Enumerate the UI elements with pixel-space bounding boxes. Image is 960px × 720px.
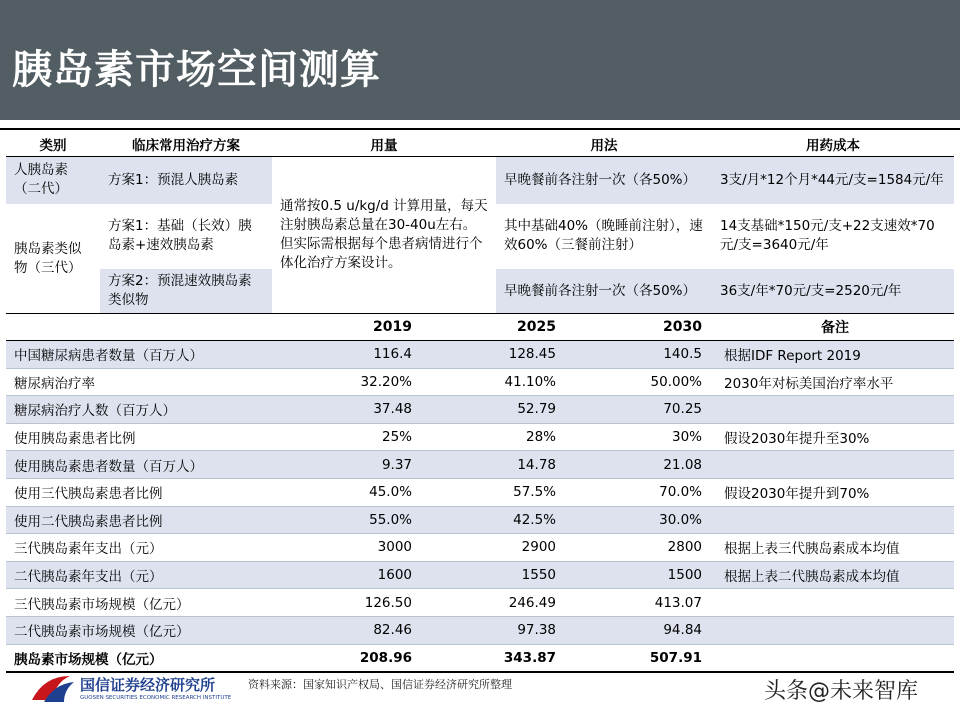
table-row (6, 341, 954, 369)
row-note (716, 644, 954, 672)
row-label: 二代胰岛素年支出（元） (6, 561, 252, 589)
table-row (6, 616, 954, 644)
value-2019: 82.46 (252, 616, 426, 644)
value-2019: 208.96 (252, 644, 426, 672)
row-note (716, 451, 954, 479)
value-2030: 50.00% (570, 368, 716, 396)
value-2030: 413.07 (570, 589, 716, 617)
value-2030: 140.5 (570, 341, 716, 369)
header-scheme: 临床常用治疗方案 (100, 131, 272, 157)
value-2019: 45.0% (252, 478, 426, 506)
header-cost: 用药成本 (712, 131, 954, 157)
header-note: 备注 (716, 314, 954, 341)
source-note: 资料来源：国家知识产权局、国信证券经济研究所整理 (248, 678, 512, 691)
row-label: 中国糖尿病患者数量（百万人） (6, 341, 252, 369)
row-note (716, 589, 954, 617)
row-note: 根据上表二代胰岛素成本均值 (716, 561, 954, 589)
row-label: 使用胰岛素患者比例 (6, 423, 252, 451)
watermark: 头条@未来智库 (764, 679, 919, 704)
row-note (716, 396, 954, 424)
category-cell: 人胰岛素（二代） (6, 157, 100, 204)
header-dosage: 用量 (272, 131, 496, 157)
row-label: 三代胰岛素年支出（元） (6, 534, 252, 562)
value-2025: 246.49 (426, 589, 570, 617)
header-category: 类别 (6, 131, 100, 157)
row-note: 根据IDF Report 2019 (716, 341, 954, 369)
table-row (6, 157, 954, 204)
header-2030: 2030 (570, 314, 716, 341)
value-2019: 126.50 (252, 589, 426, 617)
value-2025: 57.5% (426, 478, 570, 506)
treatment-table-header (6, 131, 954, 157)
value-2019: 37.48 (252, 396, 426, 424)
table-row (6, 506, 954, 534)
treatment-table (6, 131, 954, 314)
value-2025: 1550 (426, 561, 570, 589)
company-logo (30, 670, 240, 710)
table-row (6, 644, 954, 672)
row-label: 三代胰岛素市场规模（亿元） (6, 589, 252, 617)
header-2025: 2025 (426, 314, 570, 341)
header-usage: 用法 (496, 131, 712, 157)
dosage-cell: 通常按0.5 u/kg/d 计算用量，每天注射胰岛素总量在30-40u左右。但实际需根据每个患者病情进行个体化治疗方案设计。 (272, 157, 496, 314)
table-row (6, 423, 954, 451)
value-2019: 55.0% (252, 506, 426, 534)
value-2030: 1500 (570, 561, 716, 589)
usage-cell: 其中基础40%（晚睡前注射），速效60%（三餐前注射） (496, 204, 712, 269)
value-2030: 30.0% (570, 506, 716, 534)
header-2019: 2019 (252, 314, 426, 341)
value-2019: 9.37 (252, 451, 426, 479)
table-row (6, 368, 954, 396)
value-2025: 52.79 (426, 396, 570, 424)
row-note: 假设2030年提升至30% (716, 423, 954, 451)
usage-cell: 早晚餐前各注射一次（各50%） (496, 269, 712, 314)
table-row (6, 561, 954, 589)
value-2025: 97.38 (426, 616, 570, 644)
value-2019: 25% (252, 423, 426, 451)
market-table (6, 313, 954, 673)
row-note (716, 506, 954, 534)
cost-cell: 3支/月*12个月*44元/支=1584元/年 (712, 157, 954, 204)
scheme-cell: 方案2：预混速效胰岛素类似物 (100, 269, 272, 314)
logo-english-name: GUOSEN SECURITIES ECONOMIC RESEARCH INSTITUTE (80, 695, 232, 701)
row-label: 使用二代胰岛素患者比例 (6, 506, 252, 534)
cost-cell: 14支基础*150元/支+22支速效*70元/支=3640元/年 (712, 204, 954, 269)
value-2019: 116.4 (252, 341, 426, 369)
value-2019: 1600 (252, 561, 426, 589)
page-title: 胰岛素市场空间测算 (12, 47, 381, 93)
value-2019: 3000 (252, 534, 426, 562)
cost-cell: 36支/年*70元/支=2520元/年 (712, 269, 954, 314)
value-2019: 32.20% (252, 368, 426, 396)
value-2025: 42.5% (426, 506, 570, 534)
value-2025: 128.45 (426, 341, 570, 369)
title-bar (0, 0, 960, 120)
header-blank (6, 314, 252, 341)
logo-name: 国信证券经济研究所 (80, 676, 216, 694)
row-label: 糖尿病治疗率 (6, 368, 252, 396)
category-cell: 胰岛素类似物（三代） (6, 204, 100, 314)
market-table-header (6, 314, 954, 341)
value-2025: 14.78 (426, 451, 570, 479)
row-label: 使用胰岛素患者数量（百万人） (6, 451, 252, 479)
row-note: 根据上表三代胰岛素成本均值 (716, 534, 954, 562)
value-2025: 28% (426, 423, 570, 451)
usage-cell: 早晚餐前各注射一次（各50%） (496, 157, 712, 204)
value-2030: 21.08 (570, 451, 716, 479)
row-note: 假设2030年提升到70% (716, 478, 954, 506)
value-2030: 30% (570, 423, 716, 451)
table-row (6, 451, 954, 479)
value-2030: 70.25 (570, 396, 716, 424)
table-top-rule (0, 128, 960, 130)
row-label: 二代胰岛素市场规模（亿元） (6, 616, 252, 644)
value-2030: 2800 (570, 534, 716, 562)
value-2025: 343.87 (426, 644, 570, 672)
value-2030: 70.0% (570, 478, 716, 506)
table-row (6, 478, 954, 506)
scheme-cell: 方案1：基础（长效）胰岛素+速效胰岛素 (100, 204, 272, 269)
row-note: 2030年对标美国治疗率水平 (716, 368, 954, 396)
row-label: 胰岛素市场规模（亿元） (6, 644, 252, 672)
table-row (6, 534, 954, 562)
table-row (6, 589, 954, 617)
row-note (716, 616, 954, 644)
value-2030: 507.91 (570, 644, 716, 672)
table-row (6, 396, 954, 424)
value-2025: 2900 (426, 534, 570, 562)
value-2030: 94.84 (570, 616, 716, 644)
scheme-cell: 方案1：预混人胰岛素 (100, 157, 272, 204)
value-2025: 41.10% (426, 368, 570, 396)
row-label: 使用三代胰岛素患者比例 (6, 478, 252, 506)
row-label: 糖尿病治疗人数（百万人） (6, 396, 252, 424)
